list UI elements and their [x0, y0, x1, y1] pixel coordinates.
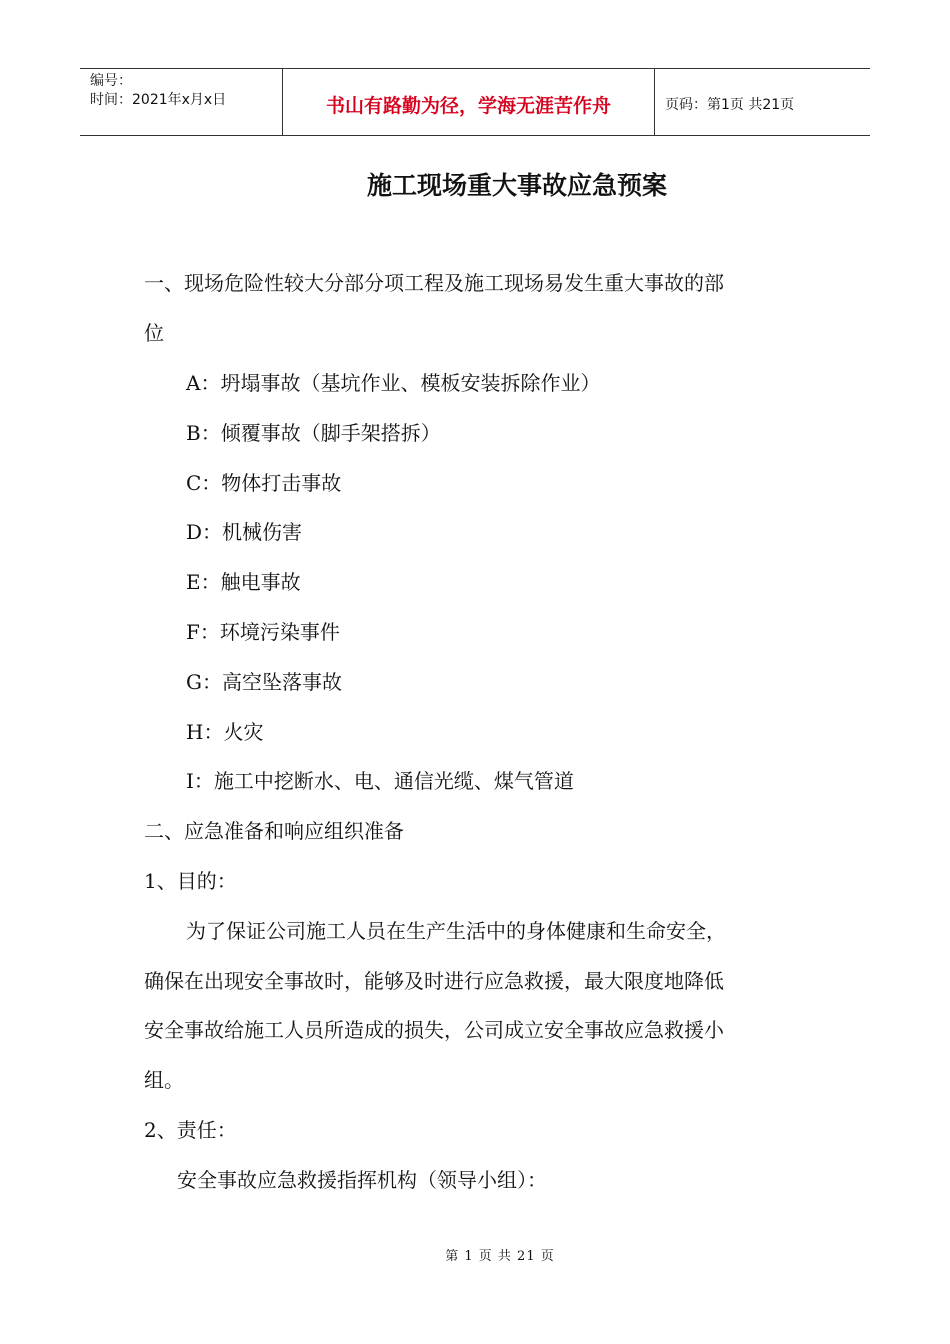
header-time-label: 时间：2021年x月x日 — [90, 92, 227, 108]
purpose-paragraph-line: 安全事故给施工人员所造成的损失，公司成立安全事故应急救援小 — [144, 1018, 724, 1042]
list-item: C：物体打击事故 — [186, 471, 342, 495]
purpose-paragraph-line: 确保在出现安全事故时，能够及时进行应急救援，最大限度地降低 — [144, 969, 724, 993]
section1-heading-line2: 位 — [144, 321, 164, 345]
header-meta-cell — [80, 69, 282, 135]
list-item: E：触电事故 — [186, 570, 301, 594]
header-number-label: 编号： — [90, 73, 132, 89]
list-item: D：机械伤害 — [186, 520, 303, 544]
list-item: B：倾覆事故（脚手架搭拆） — [186, 421, 441, 445]
command-structure-line: 安全事故应急救援指挥机构（领导小组）： — [177, 1168, 547, 1192]
document-title: 施工现场重大事故应急预案 — [366, 171, 667, 200]
section1-heading-line1: 一、现场危险性较大分部分项工程及施工现场易发生重大事故的部 — [144, 271, 724, 295]
list-item: H：火灾 — [186, 720, 264, 744]
header-motto: 书山有路勤为径，学海无涯苦作舟 — [282, 69, 655, 135]
purpose-paragraph-line: 为了保证公司施工人员在生产生活中的身体健康和生命安全， — [186, 919, 726, 943]
list-item: I：施工中挖断水、电、通信光缆、煤气管道 — [186, 769, 574, 793]
section2-heading: 二、应急准备和响应组织准备 — [144, 819, 404, 843]
header-page-info: 页码：第1页 共21页 — [665, 97, 795, 113]
list-item: G：高空坠落事故 — [186, 670, 342, 694]
list-item: A：坍塌事故（基坑作业、模板安装拆除作业） — [186, 371, 601, 395]
responsibility-heading: 2、责任： — [144, 1118, 237, 1142]
list-item: F：环境污染事件 — [186, 620, 340, 644]
page-footer: 第 1 页 共 21 页 — [445, 1249, 555, 1264]
purpose-paragraph-line: 组。 — [144, 1068, 184, 1092]
document-header — [80, 68, 870, 136]
purpose-heading: 1、目的： — [144, 869, 237, 893]
